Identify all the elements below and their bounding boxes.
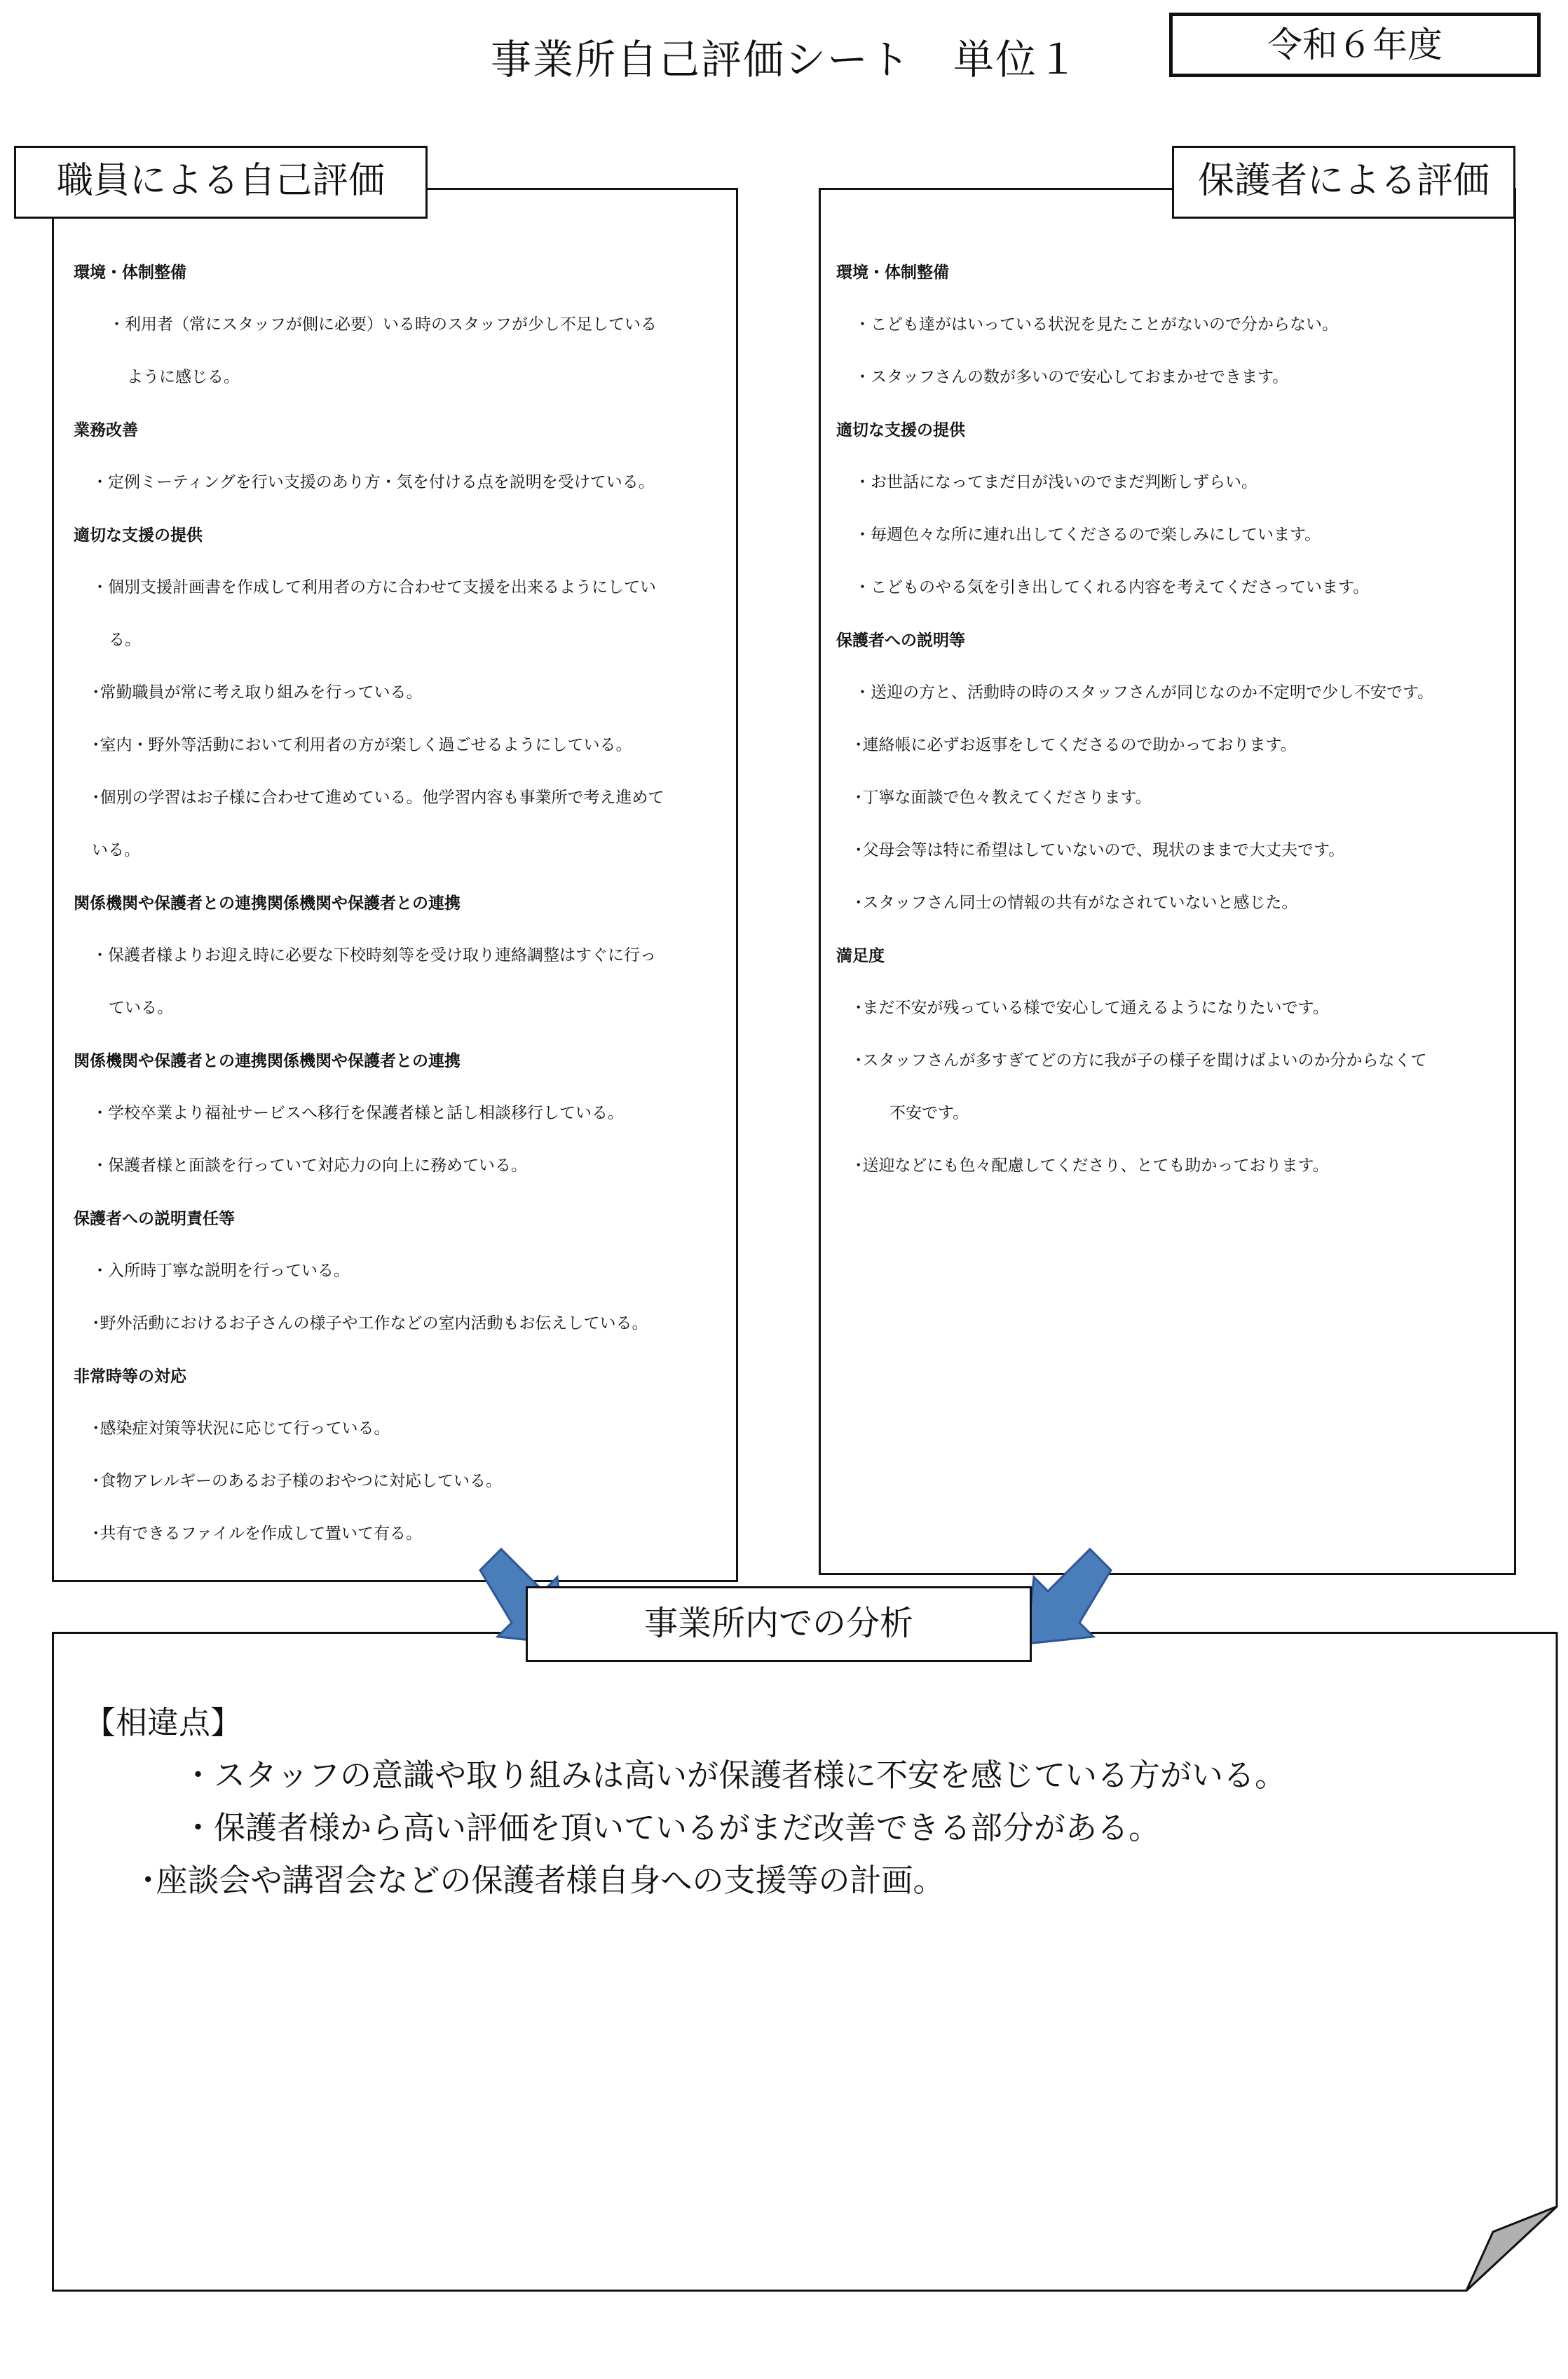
staff-evaluation-item: ・利用者（常にスタッフが側に必要）いる時のスタッフが少し不足している bbox=[109, 315, 657, 334]
section-heading: 関係機関や保護者との連携関係機関や保護者との連携 bbox=[74, 894, 461, 913]
guardian-evaluation-item: ・スタッフさんの数が多いので安心しておまかせできます。 bbox=[854, 368, 1289, 386]
guardian-evaluation-item: ･送迎などにも色々配慮してくださり、とても助かっております。 bbox=[854, 1157, 1329, 1175]
analysis-content bbox=[84, 1696, 1286, 1907]
section-heading: 適切な支援の提供 bbox=[836, 421, 965, 439]
analysis-item: ･座談会や講習会などの保護者様自身への支援等の計画。 bbox=[140, 1862, 945, 1899]
staff-evaluation-item: ・個別支援計画書を作成して利用者の方に合わせて支援を出来るようにしてい bbox=[92, 578, 656, 597]
staff-evaluation-item: ように感じる。 bbox=[127, 368, 240, 386]
staff-evaluation-item: ･食物アレルギーのあるお子様のおやつに対応している。 bbox=[92, 1472, 503, 1490]
section-heading: 保護者への説明等 bbox=[836, 631, 965, 650]
staff-evaluation-item: ・入所時丁寧な説明を行っている。 bbox=[92, 1262, 350, 1280]
guardian-evaluation-item: ･連絡帳に必ずお返事をしてくださるので助かっております。 bbox=[854, 736, 1297, 754]
guardian-evaluation-panel bbox=[819, 188, 1516, 1575]
staff-evaluation-tab: 職員による自己評価 bbox=[14, 146, 428, 219]
staff-evaluation-item: ･常勤職員が常に考え取り組みを行っている。 bbox=[92, 683, 423, 702]
staff-evaluation-item: ・定例ミーティングを行い支援のあり方・気を付ける点を説明を受けている。 bbox=[92, 473, 655, 491]
staff-self-evaluation-panel bbox=[52, 188, 738, 1582]
guardian-evaluation-item: ・毎週色々な所に連れ出してくださるので楽しみにしています。 bbox=[854, 526, 1321, 544]
guardian-evaluation-item: ･スタッフさん同士の情報の共有がなされていないと感じた。 bbox=[854, 894, 1298, 912]
staff-evaluation-item: ･感染症対策等状況に応じて行っている。 bbox=[92, 1419, 390, 1438]
analysis-item: ・スタッフの意識や取り組みは高いが保護者様に不安を感じている方がいる。 bbox=[182, 1757, 1287, 1794]
staff-evaluation-item: ている。 bbox=[109, 999, 173, 1017]
staff-evaluation-item: ・学校卒業より福祉サービスへ移行を保護者様と話し相談移行している。 bbox=[92, 1104, 624, 1122]
section-heading: 保護者への説明責任等 bbox=[74, 1209, 235, 1228]
section-heading: 適切な支援の提供 bbox=[74, 526, 203, 545]
guardian-evaluation-item: 不安です。 bbox=[889, 1104, 969, 1122]
section-heading: 関係機関や保護者との連携関係機関や保護者との連携 bbox=[74, 1051, 461, 1070]
section-heading: 環境・体制整備 bbox=[74, 263, 186, 282]
guardian-evaluation-item: ・お世話になってまだ日が浅いのでまだ判断しずらい。 bbox=[854, 473, 1257, 491]
analysis-tab: 事業所内での分析 bbox=[526, 1586, 1032, 1662]
guardian-evaluation-item: ･父母会等は特に希望はしていないので、現状のままで大丈夫です。 bbox=[854, 841, 1345, 859]
guardian-evaluation-item: ･まだ不安が残っている様で安心して通えるようになりたいです。 bbox=[854, 999, 1329, 1017]
guardian-evaluation-item: ・こどものやる気を引き出してくれる内容を考えてくださっています。 bbox=[854, 578, 1370, 597]
staff-evaluation-item: ･室内・野外等活動において利用者の方が楽しく過ごせるようにしている。 bbox=[92, 736, 632, 754]
guardian-evaluation-item: ･丁寧な面談で色々教えてくださります。 bbox=[854, 789, 1152, 807]
staff-evaluation-item: ・保護者様よりお迎え時に必要な下校時刻等を受け取り連絡調整はすぐに行っ bbox=[92, 946, 656, 964]
page-title: 事業所自己評価シート 単位１ bbox=[491, 36, 1080, 83]
analysis-heading: 【相違点】 bbox=[84, 1704, 243, 1741]
section-heading: 業務改善 bbox=[74, 421, 138, 439]
staff-evaluation-item: いる。 bbox=[92, 841, 140, 859]
staff-evaluation-item: ･個別の学習はお子様に合わせて進めている。他学習内容も事業所で考え進めて bbox=[92, 789, 664, 807]
guardian-evaluation-tab: 保護者による評価 bbox=[1172, 146, 1515, 219]
staff-evaluation-item: る。 bbox=[109, 631, 141, 649]
section-heading: 非常時等の対応 bbox=[74, 1367, 186, 1386]
section-heading: 満足度 bbox=[836, 946, 885, 965]
guardian-evaluation-item: ・こども達がはいっている状況を見たことがないので分からない。 bbox=[854, 315, 1338, 334]
guardian-evaluation-item: ･スタッフさんが多すぎてどの方に我が子の様子を聞けばよいのか分からなくて bbox=[854, 1051, 1427, 1070]
staff-evaluation-item: ・保護者様と面談を行っていて対応力の向上に務めている。 bbox=[92, 1157, 527, 1175]
analysis-item: ・保護者様から高い評価を頂いているがまだ改善できる部分がある。 bbox=[182, 1809, 1161, 1846]
staff-evaluation-item: ･共有できるファイルを作成して置いて有る。 bbox=[92, 1525, 423, 1543]
fiscal-year-box: 令和６年度 bbox=[1169, 13, 1541, 77]
guardian-evaluation-content bbox=[821, 246, 1514, 1192]
guardian-evaluation-item: ・送迎の方と、活動時の時のスタッフさんが同じなのか不定明で少し不安です。 bbox=[854, 683, 1434, 702]
staff-evaluation-content bbox=[54, 246, 736, 1560]
section-heading: 環境・体制整備 bbox=[836, 263, 949, 282]
staff-evaluation-item: ･野外活動におけるお子さんの様子や工作などの室内活動もお伝えしている。 bbox=[92, 1314, 648, 1332]
